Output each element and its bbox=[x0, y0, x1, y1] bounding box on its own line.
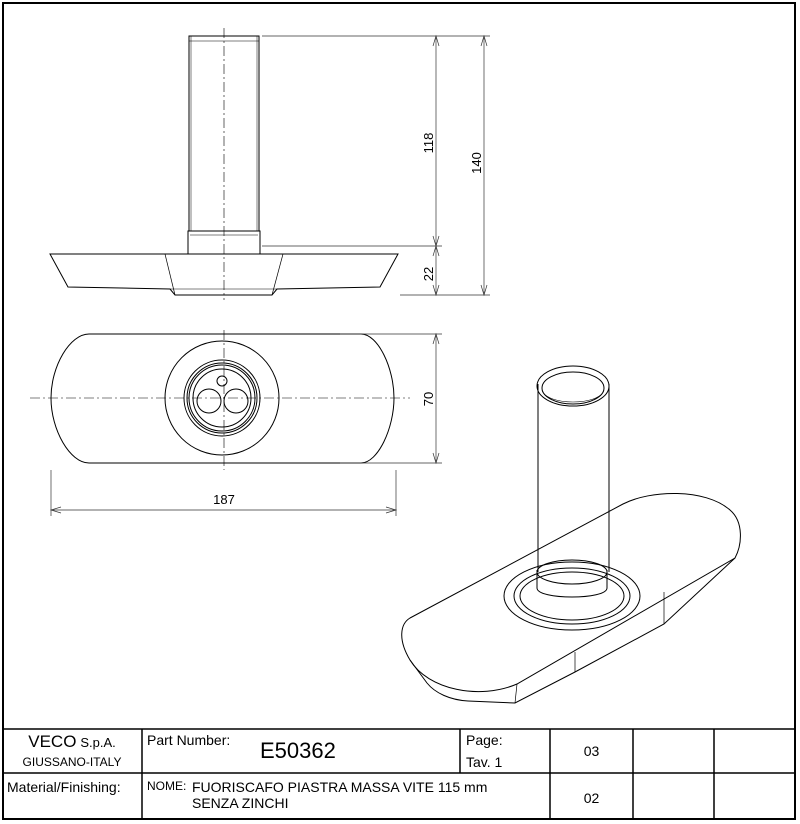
nome-line-2: SENZA ZINCHI bbox=[192, 795, 289, 811]
part-number-label: Part Number: bbox=[147, 732, 231, 748]
page-label: Page: bbox=[466, 732, 503, 748]
dim-118-label: 118 bbox=[421, 132, 436, 154]
page-value: 03 bbox=[583, 743, 600, 759]
company-location: GIUSSANO-ITALY bbox=[22, 755, 122, 769]
company-name: VECO bbox=[28, 732, 77, 751]
dim-70-label: 70 bbox=[421, 391, 436, 407]
company-cell bbox=[2, 732, 142, 752]
title-block bbox=[2, 728, 796, 820]
nome-line-1: FUORISCAFO PIASTRA MASSA VITE 115 mm bbox=[192, 779, 488, 795]
material-label: Material/Finishing: bbox=[7, 779, 121, 795]
nome-label: NOME: bbox=[147, 779, 187, 793]
plan-view bbox=[30, 330, 410, 470]
front-view bbox=[50, 28, 398, 300]
revision-value: 02 bbox=[583, 790, 600, 806]
dim-140-label: 140 bbox=[469, 152, 484, 174]
part-number: E50362 bbox=[260, 738, 336, 763]
dim-187-label: 187 bbox=[213, 492, 235, 507]
company-suffix: S.p.A. bbox=[80, 735, 116, 750]
tav-label: Tav. 1 bbox=[466, 754, 503, 770]
dim-22-label: 22 bbox=[421, 266, 436, 282]
isometric-view bbox=[402, 366, 741, 703]
